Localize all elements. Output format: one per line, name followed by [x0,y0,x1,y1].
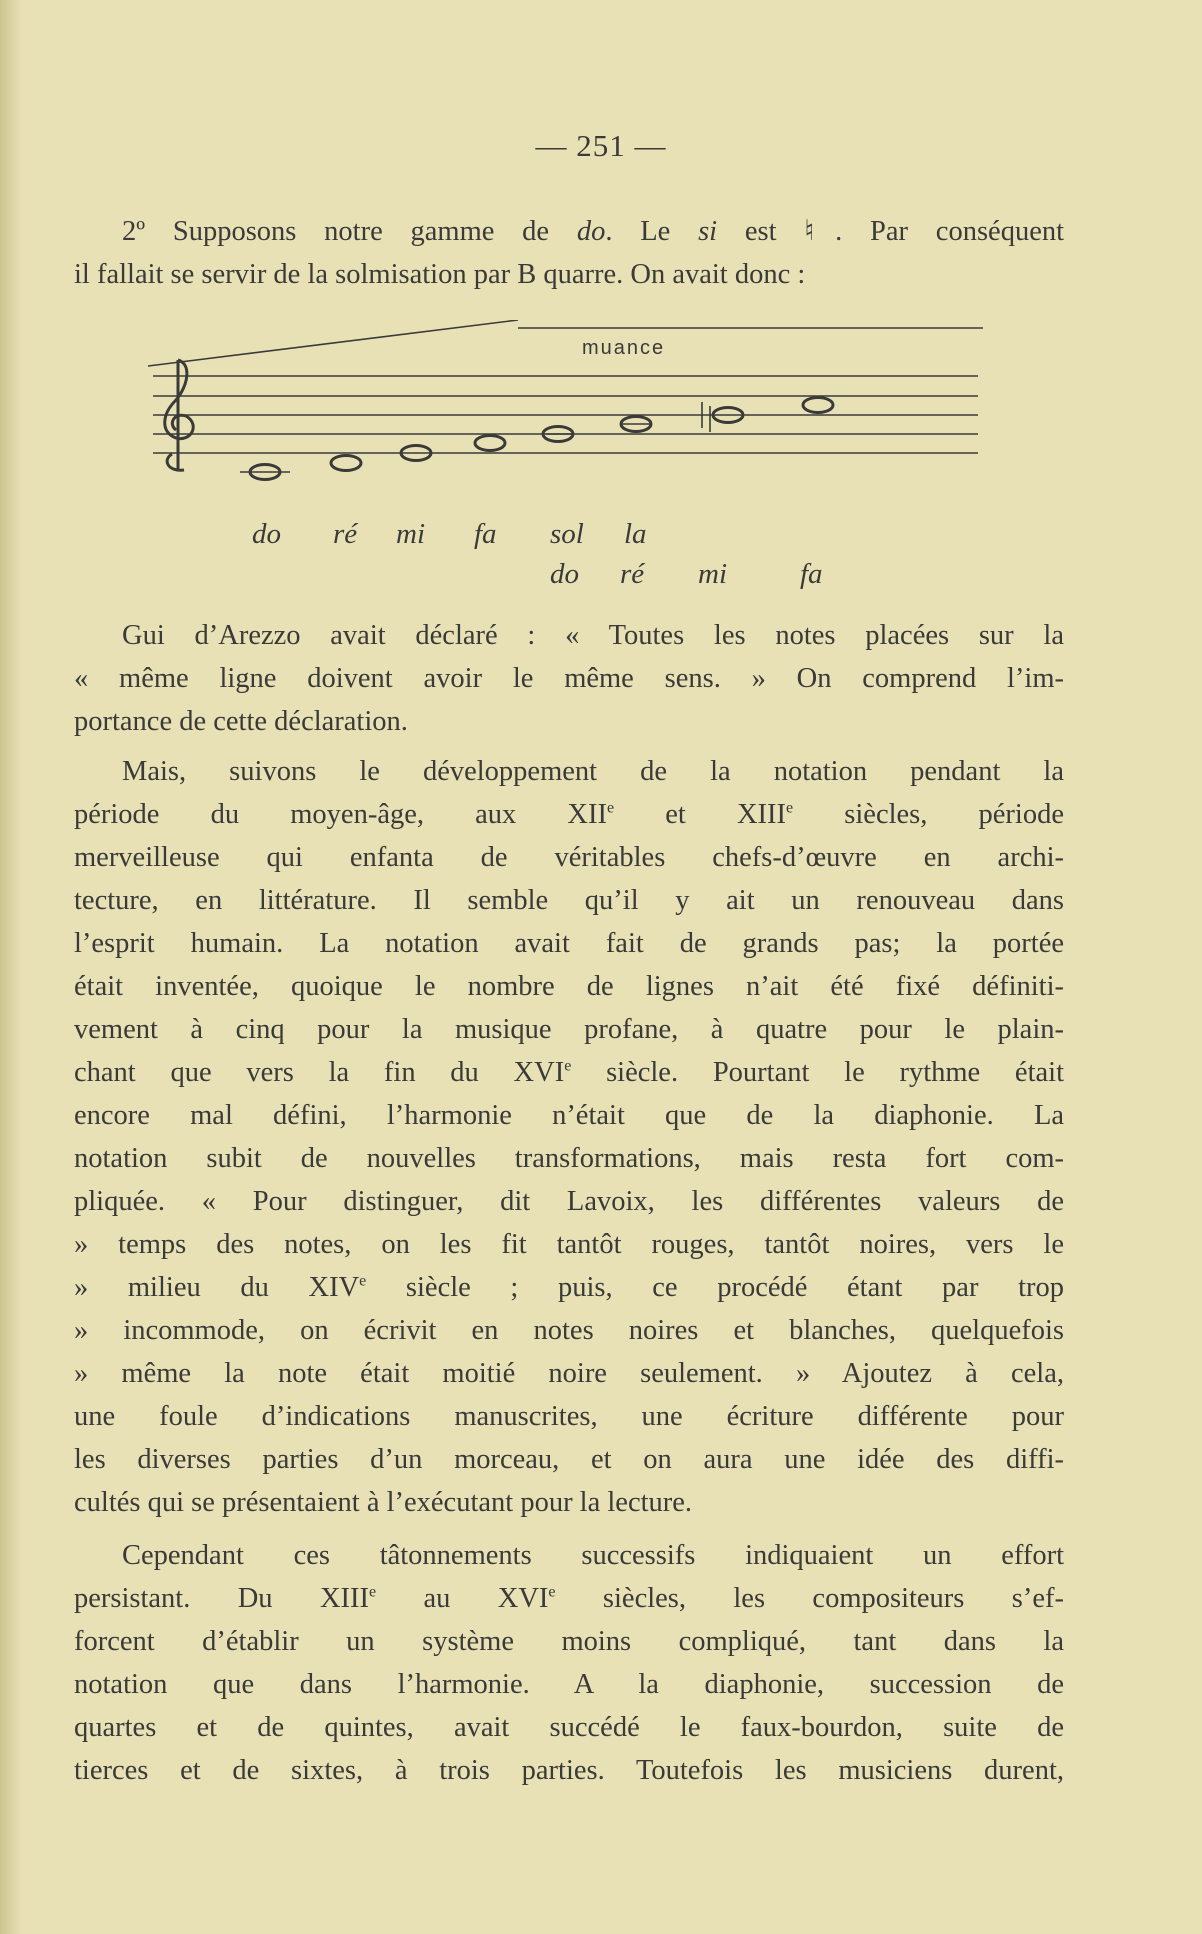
p2-line-15: » même la note était moitié noire seulement. » Ajoutez à cela, [74,1358,1064,1389]
sup-e: e [564,1057,572,1075]
p3-line-2-b: au XVI [376,1583,549,1614]
note-do-high [803,398,833,413]
sup-e: e [369,1583,377,1601]
intro-text-b: . Le [605,216,699,247]
p2-line-14: » incommode, on écrivit en notes noires et blanches, quelquefois [74,1315,1064,1346]
p2-line-13-a: » milieu du XIV [74,1272,360,1303]
p2-line-10: notation subit de nouvelles transformations, mais resta fort com- [74,1143,1064,1174]
syllable-mi: mi [396,518,425,550]
syllable-sol: sol [550,518,584,550]
syllable-do: do [252,518,281,550]
music-staff-figure [148,320,988,500]
p2-line-1: Mais, suivons le développement de la notation pendant la [122,756,1064,787]
paragraph-2 [74,750,1064,1524]
p3-line-2 [74,1577,1064,1620]
p2-line-8 [74,1051,1064,1094]
paragraph-1 [74,614,1064,743]
p1-line-3: portance de cette déclaration. [74,706,408,737]
intro-line-2: il fallait se servir de la solmisation par B quarre. On avait donc : [74,259,806,290]
p2-line-11: pliquée. « Pour distinguer, dit Lavoix, les différentes valeurs de [74,1186,1064,1217]
p2-line-5: l’esprit humain. La notation avait fait de grands pas; la portée [74,928,1064,959]
syllable-re: ré [333,518,358,550]
intro-text-a: 2º Supposons notre gamme de [122,216,577,247]
sup-e: e [548,1583,556,1601]
p3-line-4: notation que dans l’harmonie. A la diaphonie, succession de [74,1669,1064,1700]
syllable-mi-2: mi [698,558,727,590]
p2-line-3: merveilleuse qui enfanta de véritables chefs-d’œuvre en archi- [74,842,1064,873]
p2-line-2-a: période du moyen-âge, aux XII [74,799,607,830]
muance-bracket-vertical [148,320,518,366]
p3-line-1: Cependant ces tâtonnements successifs indiquaient un effort [122,1540,1064,1571]
p1-line-2: « même ligne doivent avoir le même sens. » On comprend l’im- [74,663,1064,694]
p3-line-5: quartes et de quintes, avait succédé le faux-bourdon, suite de [74,1712,1064,1743]
sup-e: e [786,799,794,817]
intro-line-1 [74,210,1064,253]
p2-line-8-b: siècle. Pourtant le rythme était [571,1057,1064,1088]
solfege-row-1 [0,518,1202,558]
p2-line-7: vement à cinq pour la musique profane, à quatre pour le plain- [74,1014,1064,1045]
p3-line-6: tierces et de sixtes, à trois parties. Toutefois les musiciens durent, [74,1755,1064,1786]
solfege-row-2 [0,558,1202,598]
syllable-fa-2: fa [800,558,823,590]
syllable-fa: fa [474,518,497,550]
p2-line-9: encore mal défini, l’harmonie n’était que de la diaphonie. La [74,1100,1064,1131]
p2-line-2-b: et XIII [614,799,787,830]
p2-line-8-a: chant que vers la fin du XVI [74,1057,565,1088]
p1-line-1: Gui d’Arezzo avait déclaré : « Toutes les notes placées sur la [122,620,1064,651]
p3-line-2-a: persistant. Du XIII [74,1583,369,1614]
p2-line-4: tecture, en littérature. Il semble qu’il y ait un renouveau dans [74,885,1064,916]
syllable-la: la [624,518,647,550]
muance-label: muance [582,337,666,359]
syllable-do-2: do [550,558,579,590]
p2-line-18: cultés qui se présentaient à l’exécutant pour la lecture. [74,1487,693,1518]
p2-line-2-c: siècles, période [793,799,1064,830]
sup-e: e [359,1272,367,1290]
page-number: — 251 — [535,128,667,163]
p2-line-16: une foule d’indications manuscrites, une écriture différente pour [74,1401,1064,1432]
p2-line-6: était inventée, quoique le nombre de lignes n’ait été fixé définiti- [74,971,1064,1002]
p3-line-2-c: siècles, les compositeurs s’ef- [555,1583,1064,1614]
intro-paragraph [74,210,1064,296]
intro-italic-do: do [576,216,606,247]
intro-italic-si: si [698,216,718,247]
note-re [331,456,361,471]
sup-e: e [607,799,615,817]
p2-line-13-b: siècle ; puis, ce procédé étant par trop [366,1272,1064,1303]
p2-line-17: les diverses parties d’un morceau, et on aura une idée des diffi- [74,1444,1064,1475]
p2-line-13 [74,1266,1064,1309]
note-fa [475,436,505,451]
syllable-re-2: ré [620,558,645,590]
p3-line-3: forcent d’établir un système moins compliqué, tant dans la [74,1626,1064,1657]
intro-text-c: est ♮. Par conséquent [717,216,1065,247]
p2-line-12: » temps des notes, on les fit tantôt rouges, tantôt noires, vers le [74,1229,1064,1260]
p2-line-2 [74,793,1064,836]
paragraph-3 [74,1534,1064,1792]
page-edge-shadow [0,0,22,1934]
